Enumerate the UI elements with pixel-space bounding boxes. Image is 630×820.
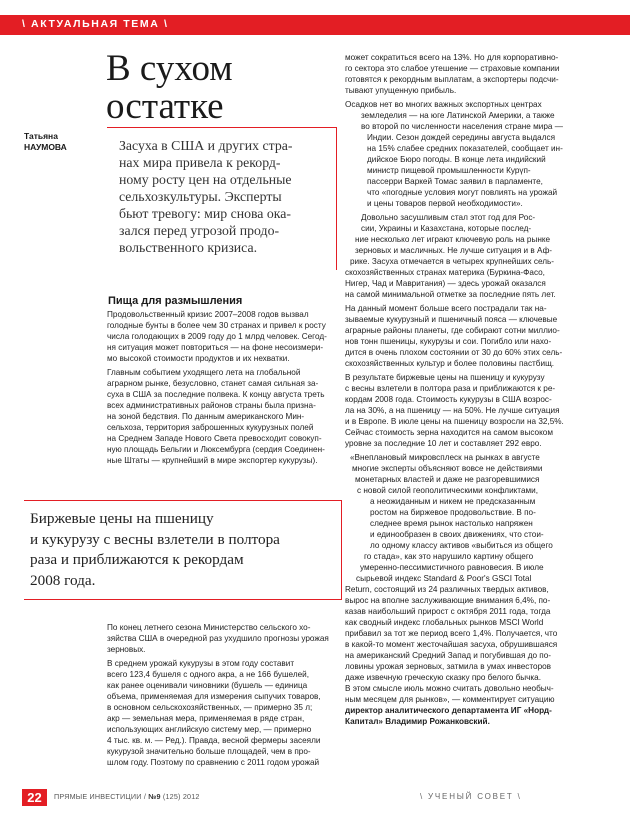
body-line: «Внеплановый микровсплеск на рынках в августе: [350, 453, 540, 462]
body-line: и в Европе. В июле цены на пшеницу возросли на 32,5%.: [345, 417, 564, 426]
body-line: а неожиданным и никем не предсказанным: [370, 497, 536, 506]
body-line: пассерри Варкей Томас заявил в парламенте,: [367, 177, 543, 186]
body-line: на 15% слабее средних показателей, сообщает ин-: [367, 144, 563, 153]
body-line: всего 123,4 бушеля с одного акра, а не 166 бушелей,: [107, 670, 310, 679]
body-line: числа голодающих в 2009 году до 1 млрд человек. Сегод-: [107, 332, 327, 341]
page-number: 22: [22, 789, 47, 806]
body-line: го сектора это слабое утешение — страховые компании: [345, 64, 560, 73]
body-line: ные Штаты — крупнейший в мире экспортер кукурузы).: [107, 456, 318, 465]
body-line: ростом на биржевое продовольствие. В по-: [370, 508, 536, 517]
body-line: ние несколько лет играют ключевую роль на рынке: [355, 235, 551, 244]
body-line: даже извечную греческую сказку про белого бычка.: [345, 673, 542, 682]
title-line-2: остатке: [106, 86, 224, 127]
body-line: объема, применяемая для измерения сыпучих товаров,: [107, 692, 321, 701]
body-line: на Среднем Западе Нового Света превосходит совокуп-: [107, 434, 322, 443]
body-line: как сводный индекс глобальных рынков MSCI World: [345, 618, 544, 627]
body-line: В среднем урожай кукурузы в этом году составит: [107, 659, 295, 668]
section-bar: [0, 15, 630, 35]
issue-year: (125) 2012: [162, 792, 200, 801]
body-line: во второй по численности населения стране мира —: [361, 122, 563, 131]
body-line: зерновых и масличных. Не лучше ситуация и в Аф-: [355, 246, 553, 255]
issue-number: №9: [148, 792, 161, 801]
publication-name: ПРЯМЫЕ ИНВЕСТИЦИИ /: [54, 792, 147, 801]
lead-line: Засуха в США и других стра-: [119, 138, 293, 153]
lead-line: бьют тревогу: мир снова ока-: [119, 206, 291, 221]
title-line-1: В сухом: [106, 48, 233, 89]
body-line: зываемые кукурузный и пшеничный пояса — ключевые: [345, 315, 558, 324]
body-line: как ранее оценивали чиновники (бушель — единица: [107, 681, 308, 690]
body-line: следнее время рынок настолько напряжен: [370, 519, 533, 528]
body-line: и единообразен в своих движениях, что стои-: [370, 530, 544, 539]
body-line: ловины урожая зерновых, затмила в умах инвесторов: [345, 662, 552, 671]
body-line: монетарных властей и даже не разгоревшимися: [355, 475, 540, 484]
body-line: Продовольственный кризис 2007–2008 годов вызвал: [107, 310, 309, 319]
body-line: кукурузой значительно больше площадей, чем в про-: [107, 747, 311, 756]
body-line: 4 тыс. кв. м. — Ред.). Правда, весной фермеры засеяли: [107, 736, 321, 745]
author-first-name: Татьяна: [24, 131, 58, 141]
body-line: прибавил за тот же период всего 1,4%. Получается, что: [345, 629, 558, 638]
body-line: акр — земельная мера, применяемая в ряде стран,: [107, 714, 305, 723]
pull-quote-line: и кукурузу с весны взлетели в полтора: [30, 530, 280, 548]
body-line: умеренно-пессимистичного равновесия. В июле: [360, 563, 544, 572]
body-line: земледелия — на юге Латинской Америки, а также: [361, 111, 555, 120]
body-line: зерновых.: [107, 645, 146, 654]
publication-info: [54, 792, 200, 801]
body-line: ло одному классу активов «выбиться из общего: [370, 541, 553, 550]
pull-quote-line: раза и приближаются к рекордам: [30, 551, 244, 568]
lead-line: вольственного кризиса.: [119, 240, 258, 255]
body-line: готовятся к рекордным выплатам, а экспортеры подсчи-: [345, 75, 559, 84]
body-line: сельхоза, территория заброшенных кукурузных полей: [107, 423, 314, 432]
body-line: шлом году. Поэтому по сравнению с 2011 годом урожай: [107, 758, 320, 767]
body-line: дится в очень плохом состоянии от 30 до 60% этих сель-: [345, 348, 563, 357]
body-line: скохозяйственных культур и более половины пастбищ.: [345, 359, 555, 368]
body-line: в какой-то момент жесточайшая засуха, обрушившаяся: [345, 640, 558, 649]
author-last-name: НАУМОВА: [24, 142, 67, 152]
body-line: дийское Бюро погоды. В конце лета индийский: [367, 155, 546, 164]
lead-line: зался перед угрозой продо-: [119, 223, 280, 238]
body-line: Главным событием уходящего лета на глобальной: [107, 368, 301, 377]
body-line: в основном сельскохозяйственных, — примерно 35 л;: [107, 703, 313, 712]
body-line: уровне за последние 10 лет и составляет 292 евро.: [345, 439, 542, 448]
body-line: на американский Средний Запад и погубившая до по-: [345, 651, 552, 660]
footer-section-label: \ УЧЕНЫЙ СОВЕТ \: [420, 792, 522, 801]
body-line: По конец летнего сезона Министерство сельского хо-: [107, 623, 311, 632]
pull-quote: [30, 509, 280, 591]
body-line: Довольно засушливым стал этот год для Рос-: [361, 213, 536, 222]
body-line: На данный момент больше всего пострадали так на-: [345, 304, 547, 313]
body-line: го стада», как это нарушило картину общего: [364, 552, 534, 561]
body-line: мо высокой стоимости продуктов и их нехватки.: [107, 354, 290, 363]
body-line: кордам 2008 года. Стоимость кукурузы в США возрос-: [345, 395, 552, 404]
body-line: нов тонн пшеницы, кукурузы и сои. Погибло или нахо-: [345, 337, 552, 346]
subheading: Пища для размышления: [108, 295, 243, 307]
body-line: Индии. Сезон дождей середины августа выдался: [367, 133, 556, 142]
body-line: на самой минимальной отметке за последние пять лет.: [345, 290, 556, 299]
pull-quote-line: 2008 года.: [30, 571, 96, 589]
article-title: [106, 50, 233, 126]
body-line: аграрном рынке, безусловно, станет самая сильная за-: [107, 379, 319, 388]
body-line: использующих английскую систему мер, — примерно: [107, 725, 312, 734]
body-line: Return, состоящий из 24 различных твердых активов,: [345, 585, 549, 594]
body-line: сырьевой индекс Standard & Poor's GSCI Total: [356, 574, 532, 583]
body-line: ня ситуация может повториться — на фоне несоизмери-: [107, 343, 324, 352]
body-line: сии, Украины и Казахстана, которые послед-: [361, 224, 532, 233]
pull-quote-line: Биржевые цены на пшеницу: [30, 510, 214, 527]
lead-paragraph: [119, 137, 345, 256]
body-line: с весны взлетели в полтора раза и приближаются к ре-: [345, 384, 556, 393]
body-line: рике. Засуха отмечается в четырех крупнейших сель-: [350, 257, 554, 266]
author-byline: [24, 131, 67, 153]
lead-line: сельхозкультуры. Эксперты: [119, 189, 282, 204]
body-line: голодные бунты в более чем 30 странах и привел к росту: [107, 321, 326, 330]
body-line: В этом смысле июль можно считать довольно необыч-: [345, 684, 554, 693]
body-line: может сократиться всего на 13%. Но для корпоративно-: [345, 53, 559, 62]
body-line: скохозяйственных странах материка (Буркина-Фасо,: [345, 268, 545, 277]
body-line: всех административных районов страны была призна-: [107, 401, 316, 410]
lead-line: ному росту цен на отдельные: [119, 172, 292, 187]
body-line: директор аналитического департамента ИГ «Норд-: [345, 706, 552, 715]
body-line: В результате биржевые цены на пшеницу и кукурузу: [345, 373, 545, 382]
body-line: аграрные районы планеты, где собирают сотни миллио-: [345, 326, 560, 335]
body-line: Капитал» Владимир Рожанковский.: [345, 717, 490, 726]
body-line: зяйства США в очередной раз ухудшило прогнозы урожая: [107, 634, 329, 643]
body-line: Нигер, Чад и Мавритания) — здесь урожай оказался: [345, 279, 546, 288]
section-label: \ АКТУАЛЬНАЯ ТЕМА \: [22, 18, 169, 30]
body-line: на зоной бедствия. По данным американского Мин-: [107, 412, 305, 421]
body-line: ную площадь Бельгии и Люксембурга (сердия Соединен-: [107, 445, 325, 454]
body-line: ла на 30%, а на пшеницу — на 50%. Не лучше ситуация: [345, 406, 560, 415]
lead-line: нах мира привела к рекорд-: [119, 155, 281, 170]
body-line: и цены товаров первой необходимости».: [367, 199, 523, 208]
body-line: казав наибольший прирост с октября 2011 года, тогда: [345, 607, 551, 616]
body-line: тывают упущенную прибыль.: [345, 86, 457, 95]
body-line: что «погодные условия могут повлиять на урожай: [367, 188, 558, 197]
body-line: многие эксперты объясняют вовсе не действиями: [352, 464, 543, 473]
body-line: министр пищевой промышленности Курүп-: [367, 166, 531, 175]
body-line: Сейчас стоимость зерна находится на самом высоком: [345, 428, 553, 437]
body-line: с новой силой геополитическими конфликтами,: [357, 486, 538, 495]
body-line: вырос на вполне заслуживающие внимания 6,4%, по-: [345, 596, 551, 605]
body-line: Осадков нет во многих важных экспортных центрах: [345, 100, 542, 109]
body-line: суха в США за последние полвека. К концу августа треть: [107, 390, 325, 399]
body-line: ным месяцем для рынков», — комментирует ситуацию: [345, 695, 555, 704]
